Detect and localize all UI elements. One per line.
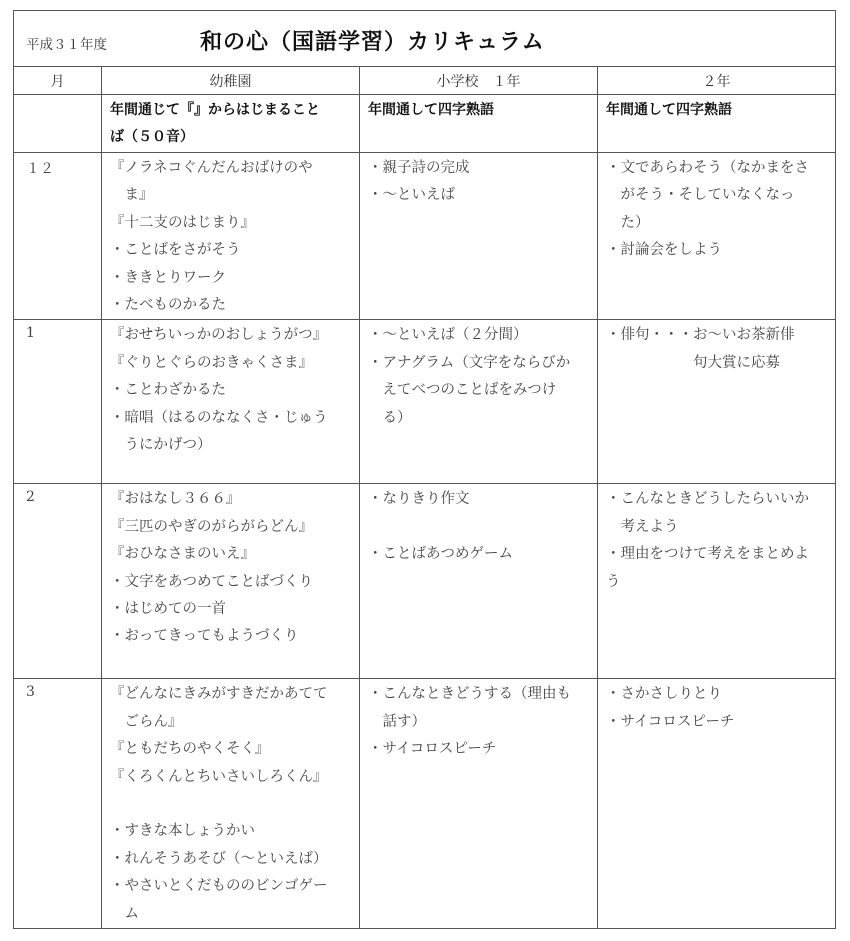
list-item: 『ノラネコぐんだんおばけのや [110,160,313,176]
theme-grade2: 年間通して四字熟語 [598,95,836,153]
month-cell: 2 [14,484,102,679]
theme-row [14,95,836,153]
list-item: ま』 [124,187,154,204]
list-item: う [606,573,621,590]
grade2-cell [598,153,836,320]
list-item: 『くろくんとちいさいしろくん』 [110,768,328,785]
list-item: 句大賞に応募 [693,354,780,371]
list-item: ・サイコロスピーチ [606,713,735,730]
list-item: 考えよう [620,518,679,535]
list-item: 『十二支のはじまり』 [110,214,255,231]
list-item: ・れんそうあそび（～といえば） [110,850,328,867]
table-row [14,320,836,484]
list-item: ・～といえば [368,187,455,204]
theme-kindergarten-line: ば（５０音） [110,129,194,145]
list-item: 話す） [382,713,426,730]
list-item: ・俳句・・・お～いお茶新俳 [606,327,795,344]
list-item: ・ききとりワーク [110,269,226,286]
list-item: ・討論会をしよう [606,242,722,259]
fiscal-year: 平成３１年度 [26,37,107,53]
list-item: えてべつのことばをみつけ [382,382,557,399]
list-item: 『三匹のやぎのがらがらどん』 [110,518,313,535]
grade1-cell [360,153,598,320]
title-row [14,11,836,67]
list-item: がそう・そしていなくなっ [620,187,795,204]
blank-line [368,514,593,541]
kindergarten-cell [102,153,360,320]
list-item: 『おはなし３６６』 [110,491,241,508]
table-row [14,153,836,320]
list-item: 『ともだちのやくそく』 [110,741,270,758]
list-item: ・やさいとくだもののビンゴゲー [110,878,328,895]
theme-month-blank [14,95,102,153]
kindergarten-cell [102,484,360,679]
list-item: ・はじめての一首 [110,601,226,618]
grade2-cell [598,320,836,484]
month-cell: 3 [14,679,102,929]
list-item: ・暗唱（はるのななくさ・じゅう [110,409,328,426]
list-item: うにかげつ） [124,437,212,454]
list-item: ・ことばあつめゲーム [368,546,513,563]
list-item: 『どんなにきみがすきだかあてて [110,686,328,703]
curriculum-document [13,10,835,929]
grade2-cell [598,484,836,679]
list-item: る） [382,409,412,426]
list-item: ・アナグラム（文字をならびか [368,354,571,371]
list-item: 『おせちいっかのおしょうがつ』 [110,327,328,344]
list-item: 『おひなさまのいえ』 [110,546,255,563]
list-item: ・さかさしりとり [606,686,722,703]
month-cell: １２ [14,153,102,320]
grade1-cell [360,484,598,679]
list-item: ・なりきり作文 [368,491,470,508]
column-header-grade2: ２年 [598,67,836,95]
list-item: ・文であらわそう（なかまをさ [606,160,809,176]
list-item: ・ことばをさがそう [110,242,241,259]
list-item: ・文字をあつめてことばづくり [110,573,313,590]
column-header-kindergarten: 幼稚園 [102,67,360,95]
theme-grade1: 年間通して四字熟語 [360,95,598,153]
column-header-month: 月 [14,67,102,95]
curriculum-table [13,10,836,929]
list-item: ・たべものかるた [110,297,226,314]
column-header-row [14,67,836,95]
grade1-cell [360,679,598,929]
list-item: ・サイコロスピーチ [368,741,497,758]
grade1-cell [360,320,598,484]
list-item: ム [124,905,139,922]
grade2-cell [598,679,836,929]
list-item: ごらん』 [124,713,183,730]
list-item: ・すきな本しょうかい [110,823,255,840]
list-item: ・理由をつけて考えをまとめよ [606,546,809,563]
page-title: 和の心（国語学習）カリキュラム [200,30,545,55]
list-item: ・こんなときどうしたらいいか [606,491,809,508]
list-item: た） [620,214,650,231]
column-header-grade1: 小学校 １年 [360,67,598,95]
list-item: ・～といえば（２分間） [368,327,528,344]
list-item: ・ことわざかるた [110,382,226,399]
theme-kindergarten-line: 年間通じて『』からはじまること [110,102,320,118]
table-row [14,679,836,929]
list-item: 『ぐりとぐらのおきゃくさま』 [110,354,313,371]
list-item: ・こんなときどうする（理由も [368,686,571,703]
kindergarten-cell [102,679,360,929]
table-row [14,484,836,679]
blank-line [110,791,355,818]
kindergarten-cell [102,320,360,484]
list-item: ・親子詩の完成 [368,160,470,176]
list-item: ・おってきってもようづくり [110,628,299,645]
title-cell [14,11,836,67]
theme-kindergarten [102,95,360,153]
month-cell: 1 [14,320,102,484]
